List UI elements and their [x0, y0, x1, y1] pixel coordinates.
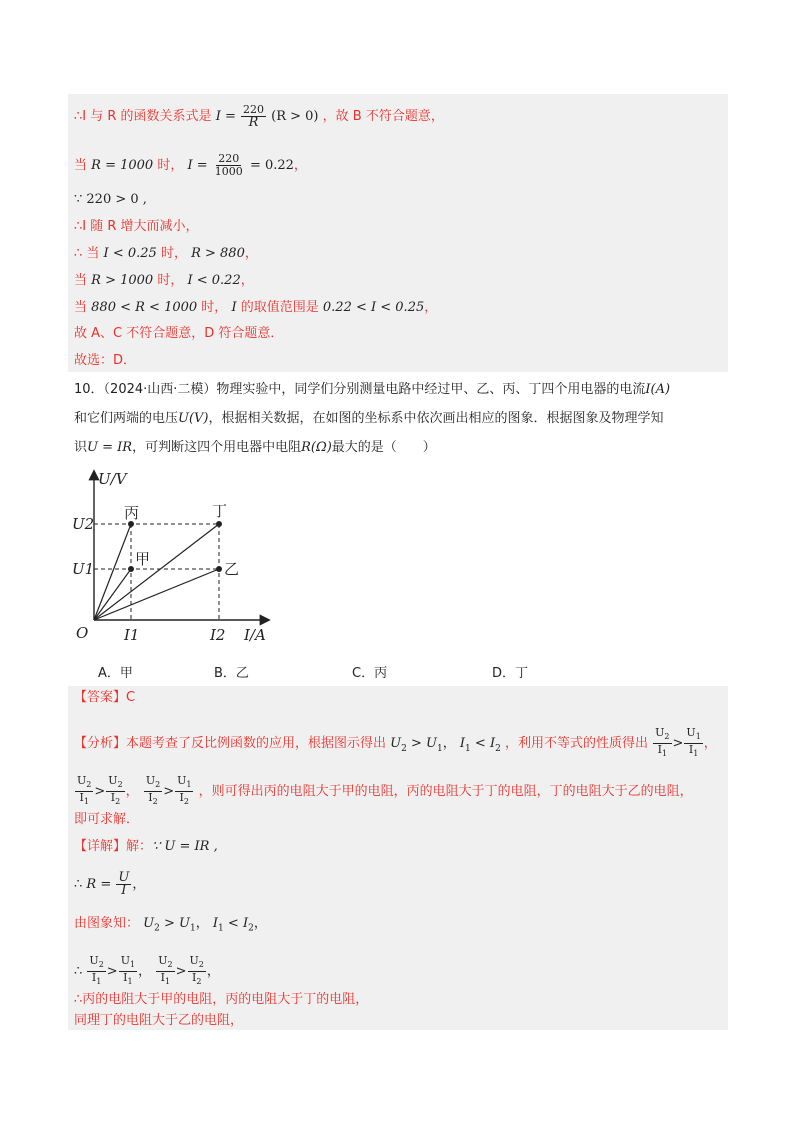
- detail-line-6: 同理丁的电阻大于乙的电阻，: [74, 1013, 244, 1028]
- detail-line-4: ∴ $\frac{U_2}{I_1}$ > $\frac{U_1}{I_1}$ ， $\frac{U_2}{I_1}$ > $\frac{U_2}{I_2}$ ，: [74, 954, 220, 987]
- solution-line-2: 当 R = 1000 时， I = $\frac{220}{1000}$ = 0.22，: [74, 152, 307, 178]
- answer-label: 【答案】C: [74, 690, 136, 705]
- origin-label: O: [76, 624, 89, 642]
- solution-line-4: ∴I 随 R 增大而减小，: [74, 219, 199, 234]
- fraction: $\frac{U_2}{I_1}$: [89, 954, 104, 987]
- tick-u1: U1: [72, 560, 95, 578]
- solution-line-6: 当 R > 1000 时， I < 0.22，: [74, 273, 254, 288]
- u-i-graph: [68, 462, 288, 652]
- question-line-3: 识U = IR，可判断这四个用电器中电阻R(Ω)最大的是（ ）: [74, 440, 436, 455]
- option-c[interactable]: C．丙: [352, 666, 388, 681]
- analysis-line-2: $\frac{U_2}{I_1}$ > $\frac{U_2}{I_2}$ ， $\frac{U_2}{I_2}$ > $\frac{U_1}{I_2}$ ，则可得出丙的电阻大于甲的电阻，丙的电阻大于丁的电阻，丁的电阻大于乙的电阻，: [77, 774, 693, 807]
- fraction: $\frac{U_2}{I_1}$: [77, 774, 92, 807]
- detail-line-5: ∴丙的电阻大于甲的电阻，丙的电阻大于丁的电阻，: [74, 992, 369, 1007]
- solution-line-5: ∴ 当 I < 0.25 时， R > 880，: [74, 246, 258, 261]
- fraction: $\frac{U_2}{I_2}$: [108, 774, 123, 807]
- question-line-1: 10．（2024·山西·二模）物理实验中，同学们分别测量电路中经过甲、乙、丙、丁四个用电器的电流I(A): [74, 382, 671, 397]
- fraction: $\frac{U_2}{I_2}$: [189, 954, 204, 987]
- fraction: $\frac{U_1}{I_2}$: [177, 774, 192, 807]
- x-axis-label: I/A: [244, 626, 266, 644]
- question-source: （2024·山西·二模）: [103, 382, 217, 397]
- point-jia: [128, 566, 134, 572]
- y-axis-label: U/V: [98, 470, 127, 488]
- fraction: $\frac{220}{R}$: [243, 103, 264, 130]
- option-d[interactable]: D．丁: [492, 666, 529, 681]
- detail-line-2: ∴ R = $\frac{U}{I}$ ，: [74, 870, 146, 898]
- question-number: 10．: [74, 382, 104, 397]
- solution-line-3: ∵ 220 > 0 ,: [74, 192, 147, 207]
- fraction: $\frac{U_2}{I_2}$: [145, 774, 161, 807]
- point-yi: [216, 566, 222, 572]
- analysis-line-3: 即可求解．: [74, 812, 140, 827]
- fraction: $\frac{220}{1000}$: [214, 152, 243, 178]
- option-a[interactable]: A．甲: [98, 666, 133, 681]
- fraction: $\frac{U_1}{I_1}$: [686, 726, 701, 759]
- detail-line-3: 由图象知： $U_2 > U_1$， $I_1 < I_2$，: [74, 916, 267, 934]
- label-bing: 丙: [124, 504, 140, 522]
- fraction: $\frac{U}{I}$: [118, 870, 130, 898]
- fraction: $\frac{U_2}{I_1}$: [655, 726, 670, 759]
- analysis-line-1: 【分析】本题考查了反比例函数的应用，根据图示得出 $U_2 > U_1$， $I_1 < I_2$ ，利用不等式的性质得出 $\frac{U_2}{I_1}$ > $\frac{U_1}{I_1}$ ，: [74, 726, 717, 759]
- tick-i1: I1: [124, 626, 140, 644]
- label-jia: 甲: [135, 550, 151, 568]
- detail-line-1: 【详解】解：∵ U = IR ,: [74, 839, 218, 854]
- option-b[interactable]: B．乙: [214, 666, 249, 681]
- label-ding: 丁: [212, 502, 228, 520]
- tick-i2: I2: [210, 626, 226, 644]
- fraction: $\frac{U_2}{I_1}$: [158, 954, 173, 987]
- solution-line-1: ∴I 与 R 的函数关系式是 I = $\frac{220}{R}$ (R > 0) ，故 B 不符合题意，: [74, 103, 444, 130]
- point-ding: [216, 521, 222, 527]
- question-line-2: 和它们两端的电压U(V)，根据相关数据，在如图的坐标系中依次画出相应的图象．根据图象及物理学知: [74, 411, 664, 426]
- solution-line-7: 当 880 < R < 1000 时， I 的取值范围是 0.22 < I < 0.25，: [74, 300, 438, 315]
- solution-line-8: 故 A、C 不符合题意，D 符合题意．: [74, 326, 284, 341]
- tick-u2: U2: [72, 515, 95, 533]
- solution-line-9: 故选：D．: [74, 353, 137, 368]
- fraction: $\frac{U_1}{I_1}$: [120, 954, 136, 987]
- label-yi: 乙: [224, 560, 240, 578]
